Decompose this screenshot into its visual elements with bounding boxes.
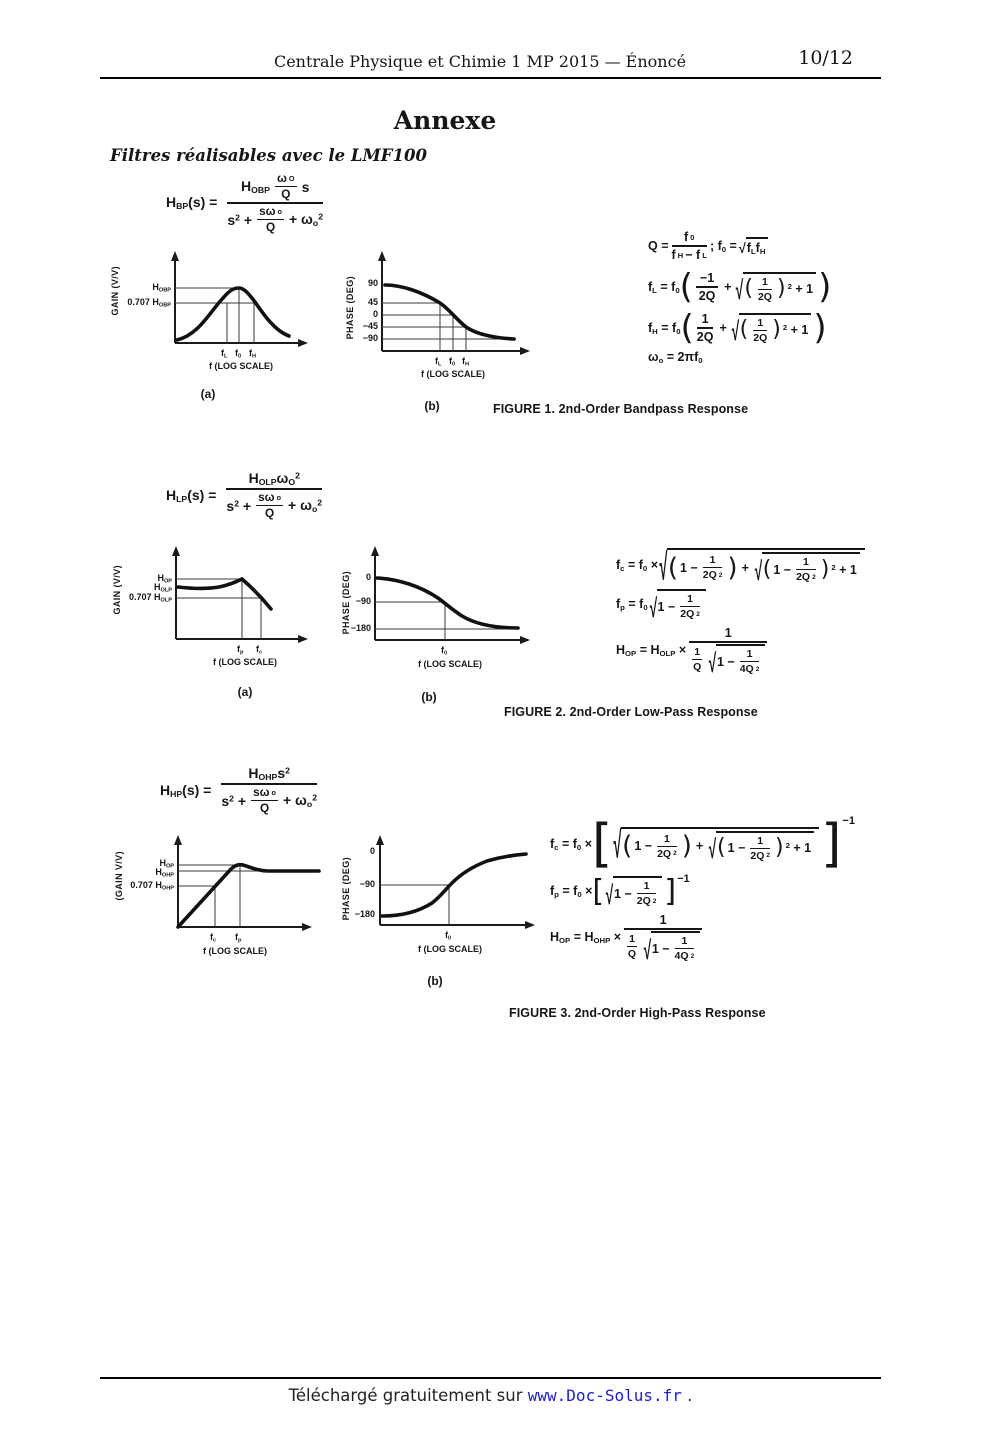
right-paren-icon: ) [818,267,832,307]
numerator: $H_{OLP}\omega_O^2$ [248,470,300,488]
tick-neg180: −180 [350,623,371,633]
sqrt-radical: √ ( $\frac{1}{2Q}$ ) $^2$ + 1 [732,313,812,344]
right-paren-icon: ) [820,556,830,582]
subfigure-a-tag: (a) [237,685,253,699]
fraction: $\frac{1}{2Q}$ [696,312,714,344]
formula-lhs: $H_{BP}(s)$ = [166,194,218,212]
hop-equation: $H_{OP} = H_{OLP}$ × 1 $\frac{1}{Q}$ √ 1 − 1 4Q 2 [616,626,867,675]
fh-tick: $f_H$ [249,348,257,360]
footer [0,1386,981,1405]
tick-0: 0 [365,572,371,582]
bandpass-transfer-function [166,172,326,234]
axes [176,553,301,639]
fp-equation: $f_p = f_0$ √ 1 − 1 2Q 2 [616,589,867,620]
x-axis-label: f (LOG SCALE) [418,659,482,669]
inner-sqrt-radical: √ ( 1 − 1 2Q 2 ) $^2$ + 1 [755,552,860,583]
lowpass-gain-plot [103,545,321,705]
sqrt-icon: √ [708,648,717,678]
sqrt-icon: √ [731,317,739,347]
formula-fraction [226,470,322,520]
omega-over-q-fraction: ω O Q [276,172,295,201]
sqrt-radical: √ 1 − 1 2Q 2 [606,876,662,907]
sqrt-icon: √ [659,546,668,588]
tick-neg90: −90 [355,596,371,606]
right-paren-icon: ) [775,835,784,860]
one-over-q-fraction: $\frac{1}{Q}$ [693,646,702,673]
y-axis-label: PHASE (DEG) [341,571,351,635]
right-paren-icon: ) [772,317,781,342]
fl-equation: $f_L = f_0$ ( $\frac{-1}{2Q}$ + √ ( $\frac{1}{2Q}$ ) $^2$ + 1 ) [648,267,832,307]
f0-tick: $f_0$ [235,348,242,360]
bandpass-phase-plot [330,250,545,415]
highpass-gain-plot [95,835,325,965]
hobp-label: $H_{OBP}$ [152,282,171,294]
fraction: 1 2Q 2 [657,832,677,860]
x-axis-label: f (LOG SCALE) [421,369,485,379]
left-bracket-icon: [ [592,873,605,909]
reference-lines [375,602,518,640]
left-paren-icon: ( [680,308,694,348]
fraction: f 0 f H − f L [671,230,707,262]
sqrt-icon: √ [649,593,657,623]
numerator: $H_{OHP}s^2$ [248,765,290,783]
fraction: 1 4Q 2 [674,935,695,962]
fraction: 1 2Q 2 [636,880,657,907]
figure3-caption: FIGURE 3. 2nd-Order High-Pass Response [509,1006,766,1020]
denominator-omega2: + $\omega_o^2$ [288,210,324,229]
subfigure-b-tag: (b) [421,690,437,704]
formula-fraction [221,765,317,815]
highpass-phase-plot [330,835,550,990]
fp-equation: $f_p = f_0$ × [ √ 1 − 1 2Q 2 ] −1 [550,873,690,910]
sqrt-icon: √ [605,880,614,910]
x-axis-label: f (LOG SCALE) [213,657,277,667]
denominator-s2: $s^2$ + [227,211,253,228]
gain-curve [178,865,319,927]
x-axis-label: f (LOG SCALE) [209,361,273,371]
exponent: −1 [842,815,855,827]
hop-label: $H_{OP}$ [159,858,174,870]
sqrt-icon: √ [613,824,622,867]
tick-neg180: −180 [354,909,375,919]
fc-equation: $f_c = f_0$ × [ √ ( 1 − 1 2Q 2 ) + √ ( 1 − 1 2Q 2 ) $^2$ + 1 ] −1 [550,814,855,874]
denominator-omega2: + $\omega_o^2$ [288,497,323,515]
y-axis-label: GAIN (V/V) [112,565,122,615]
s-omega-over-q-fraction: sω o Q [253,786,276,816]
s-omega-over-q-fraction: sω o Q [258,491,282,521]
s-omega-over-q-fraction: sω o Q [259,205,282,234]
sqrt-radical: √ ( 1 − 1 2Q 2 ) + √ ( 1 − 1 2Q 2 ) $^2$ + 1 [614,827,819,862]
y-axis-label: (GAIN V/V) [114,851,124,901]
reference-lines [380,885,449,925]
left-paren-icon: ( [762,556,772,582]
sqrt-radical: √ 1 − 1 2Q 2 [650,589,706,620]
sqrt-icon: √ [708,835,717,865]
fraction: 1 2Q 2 [796,556,816,583]
lowpass-transfer-function [166,470,325,520]
denominator-s2: $s^2$ + [226,497,252,514]
numerator-coefficient: $H_{OBP}$ [241,177,270,196]
left-bracket-icon: [ [592,814,613,874]
fc-tick: $f_c$ [256,644,263,656]
0707-holp-label: 0.707 $H_{OLP}$ [129,592,172,604]
0707-hobp-label: 0.707 $H_{OBP}$ [127,297,171,309]
annexe-title: Annexe [393,106,497,135]
right-bracket-icon: ] [821,814,842,874]
gain-curve [178,579,271,609]
subfigure-b-tag: (b) [424,399,440,413]
fraction: $\frac{-1}{2Q}$ [696,271,718,303]
main-fraction: 1 $\frac{1}{Q}$ √ 1 − 1 4Q 2 [624,913,702,962]
fraction: 1 2Q 2 [750,834,771,862]
figure2-caption: FIGURE 2. 2nd-Order Low-Pass Response [504,705,758,719]
y-axis-label: PHASE (DEG) [341,857,351,921]
tick-90: 90 [367,278,378,288]
fc-equation: $f_c = f_0$ × √ ( 1 − 1 2Q 2 ) + √ ( 1 − 1 2Q 2 ) $^2$ + 1 [616,548,867,583]
right-paren-icon: ) [727,552,738,583]
gain-curve [177,288,289,340]
sqrt-radical: √ $f_Lf_H$ [739,237,769,256]
hop-label: $H_{OP}$ [157,573,172,585]
tick-neg90: −90 [359,879,375,889]
left-paren-icon: ( [622,831,633,861]
fh-tick: $f_H$ [462,356,470,368]
header-rule [100,77,881,79]
fc-tick: $f_c$ [210,932,217,944]
highpass-transfer-function [160,765,320,815]
bandpass-equations [648,230,831,365]
main-fraction: 1 $\frac{1}{Q}$ √ 1 − 1 4Q 2 [689,626,767,675]
fp-tick: $f_p$ [237,644,244,656]
hohp-label: $H_{OHP}$ [155,867,174,879]
fraction: 1 2Q 2 [680,593,700,620]
denominator-s2: $s^2$ + [221,792,247,809]
fh-equation: $f_H = f_0$ ( $\frac{1}{2Q}$ + √ ( $\frac{1}{2Q}$ ) $^2$ + 1 ) [648,308,827,348]
exponent: −1 [677,873,690,885]
formula-lhs: $H_{LP}(s)$ = [166,486,217,504]
lowpass-phase-plot [330,545,545,705]
footer-text: Téléchargé gratuitement sur [288,1386,523,1405]
fraction: 1 2Q 2 [702,554,723,581]
sqrt-icon: √ [738,240,746,257]
sqrt-radical: √ ( 1 − 1 2Q 2 ) + √ ( 1 − 1 2Q 2 ) $^2$ + 1 [660,548,865,583]
subfigure-b-tag: (b) [427,974,443,988]
q-equation: Q = f 0 f H − f L ; $f_0$ = √ $f_Lf_H$ [648,230,831,262]
figure1-caption: FIGURE 1. 2nd-Order Bandpass Response [493,402,749,416]
formula-fraction [227,172,323,234]
sqrt-icon: √ [643,935,652,965]
left-paren-icon: ( [717,835,726,860]
fp-tick: $f_p$ [235,932,242,944]
right-bracket-icon: ] [664,873,677,909]
sqrt-icon: √ [736,276,744,306]
fraction: $\frac{1}{2Q}$ [757,275,772,303]
denominator-omega2: + $\omega_o^2$ [282,792,318,810]
y-axis-label: GAIN (V/V) [110,266,120,316]
tick-neg45: −45 [362,321,378,331]
fraction: $\frac{1}{2Q}$ [753,316,768,344]
y-axis-label: PHASE (DEG) [345,276,355,340]
phase-curve [385,285,514,339]
formula-lhs: $H_{HP}(s)$ = [160,781,212,799]
inner-sqrt-radical: √ ( 1 − 1 2Q 2 ) $^2$ + 1 [709,831,814,862]
x-axis-label: f (LOG SCALE) [203,946,267,956]
tick-45: 45 [367,297,378,307]
right-paren-icon: ) [813,308,827,348]
fraction: 1 4Q 2 [739,648,760,675]
document-subtitle: Filtres réalisables avec le LMF100 [110,146,427,165]
f0-tick: $f_0$ [445,930,452,942]
phase-curve [377,578,518,628]
header-title: Centrale Physique et Chimie 1 MP 2015 — Énoncé [273,52,687,71]
f0-tick: $f_0$ [449,356,456,368]
tick-neg90: −90 [362,333,378,343]
footer-link[interactable]: www.Doc-Solus.fr [527,1386,682,1405]
left-paren-icon: ( [667,552,679,583]
tick-0: 0 [369,846,375,856]
fl-tick: $f_L$ [435,356,442,368]
tick-0: 0 [372,309,378,319]
holp-label: $H_{OLP}$ [154,582,172,594]
sqrt-radical: √ 1 − 1 4Q 2 [644,931,700,962]
left-paren-icon: ( [679,267,693,307]
axes [178,841,305,927]
omega-equation: $\omega_o = 2\pi f_0$ [648,350,703,365]
lowpass-equations [616,546,867,678]
x-axis-label: f (LOG SCALE) [418,944,482,954]
footer-period: . [687,1386,693,1405]
f0-tick: $f_0$ [441,645,448,657]
right-paren-icon: ) [681,831,692,861]
fl-tick: $f_L$ [221,348,228,360]
subfigure-a-tag: (a) [200,387,216,401]
left-paren-icon: ( [739,317,749,342]
left-paren-icon: ( [744,276,753,301]
one-over-q-fraction: $\frac{1}{Q}$ [627,933,637,960]
bandpass-gain-plot [103,250,321,410]
highpass-equations [550,814,855,965]
numerator-s: s [301,178,310,195]
right-paren-icon: ) [776,276,786,301]
sqrt-radical: √ 1 − 1 4Q 2 [709,644,765,675]
footer-rule [100,1377,881,1379]
sqrt-icon: √ [754,556,763,586]
0707-hohp-label: 0.707 $H_{OHP}$ [130,880,174,892]
hop-equation: $H_{OP} = H_{OHP}$ × 1 $\frac{1}{Q}$ √ 1 − 1 4Q 2 [550,913,855,962]
sqrt-radical: √ ( $\frac{1}{2Q}$ ) $^2$ + 1 [736,272,816,303]
page-number: 10/12 [798,47,853,69]
